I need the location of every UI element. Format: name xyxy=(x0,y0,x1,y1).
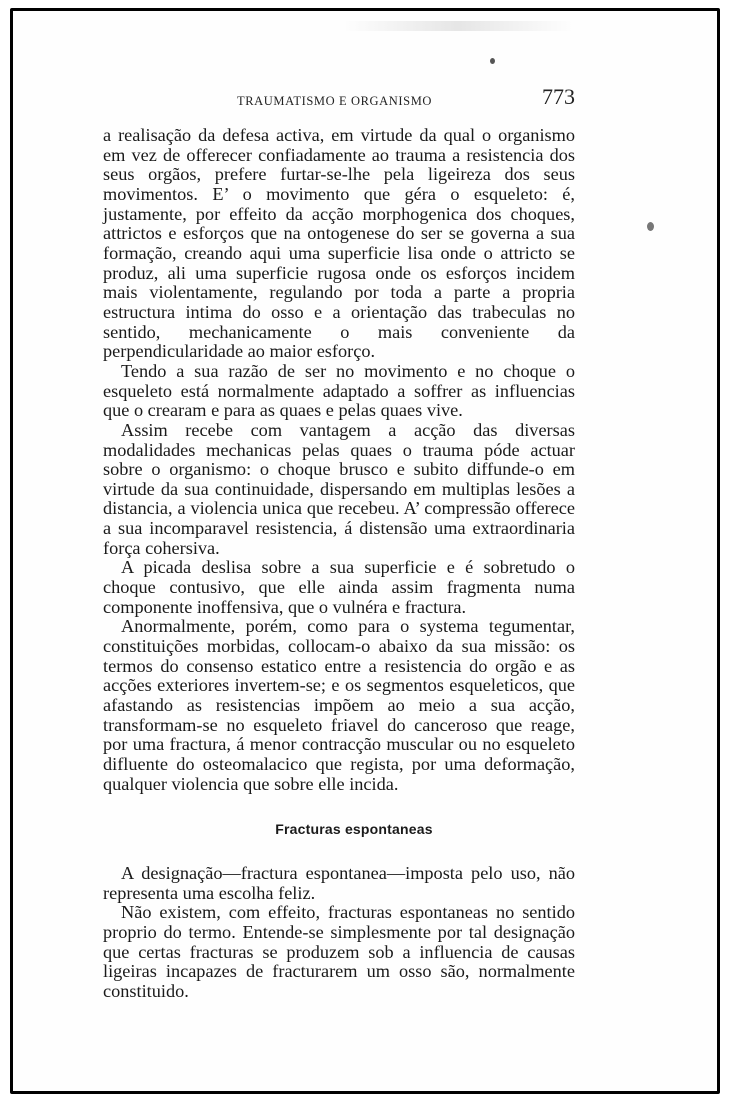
body-text xyxy=(103,126,575,1002)
paragraph: Assim recebe com vantagem a acção das diversas modalidades mechanicas pelas quaes o trauma póde actuar sobre o organismo: o choque brusco e subito diffunde-o em virtude da sua continuidade, dispersando em multiplas lesões a distancia, a violencia unica que recebeu. A’ compressão offerece a sua incomparavel resistencia, á distensão uma extraordinaria força cohersiva. xyxy=(103,419,575,558)
page-header xyxy=(103,80,575,116)
paragraph: a realisação da defesa activa, em virtude da qual o organismo em vez de offerecer confiadamente ao trauma a resistencia dos seus orgãos, prefere furtar-se-lhe pela ligeireza dos seus movimentos. E’ o movimento que géra o esqueleto: é, justamente, por effeito da acção morphogenica dos choques, attrictos e esforços que na ontogenese do ser se governa a sua formação, creando aqui uma superficie lisa onde o attricto se produz, ali uma superficie rugosa onde os esforços incidem mais violentamente, regulando por toda a parte a propria estructura intima do osso e a orientação das trabeculas no sentido, mechanicamente o mais conveniente da perpendicularidade ao maior esforço. xyxy=(103,125,575,362)
paragraph: Tendo a sua razão de ser no movimento e no choque o esqueleto está normalmente adaptado a soffrer as influencias que o crearam e para as quaes e pelas quaes vive. xyxy=(103,360,575,421)
ink-speck xyxy=(647,222,654,231)
paragraph: Não existem, com effeito, fracturas espontaneas no sentido proprio do termo. Entende-se simplesmente por tal designação que certas fracturas se produzem sob a influencia de causas ligeiras incapazes de fracturarem um osso são, normalmente constituido. xyxy=(103,902,575,1001)
paragraph: A designação—fractura espontanea—imposta pelo uso, não representa uma escolha feliz. xyxy=(103,862,575,903)
ink-speck xyxy=(490,58,495,64)
scan-smudge xyxy=(343,21,573,31)
paragraph: Anormalmente, porém, como para o systema tegumentar, constituições morbidas, collocam-o abaixo da sua missão: os termos do consenso estatico entre a resistencia do orgão e as acções exteriores invertem-se; e os segmentos esqueleticos, que afastando as resistencias impõem ao meio a sua acção, transformam-se no esqueleto friavel do canceroso que reage, por uma fractura, á menor contracção muscular ou no esqueleto difluente do osteomalacico que regista, por uma deformação, qualquer violencia que sobre elle incida. xyxy=(103,616,575,794)
paragraph: A picada deslisa sobre a sua superficie e é sobretudo o choque contusivo, que elle ainda assim fragmenta numa componente inoffensiva, que o vulnéra e fractura. xyxy=(103,557,575,617)
page-number: 773 xyxy=(542,84,575,109)
section-heading: Fracturas espontaneas xyxy=(275,821,433,838)
running-head: TRAUMATISMO E ORGANISMO xyxy=(237,94,433,108)
